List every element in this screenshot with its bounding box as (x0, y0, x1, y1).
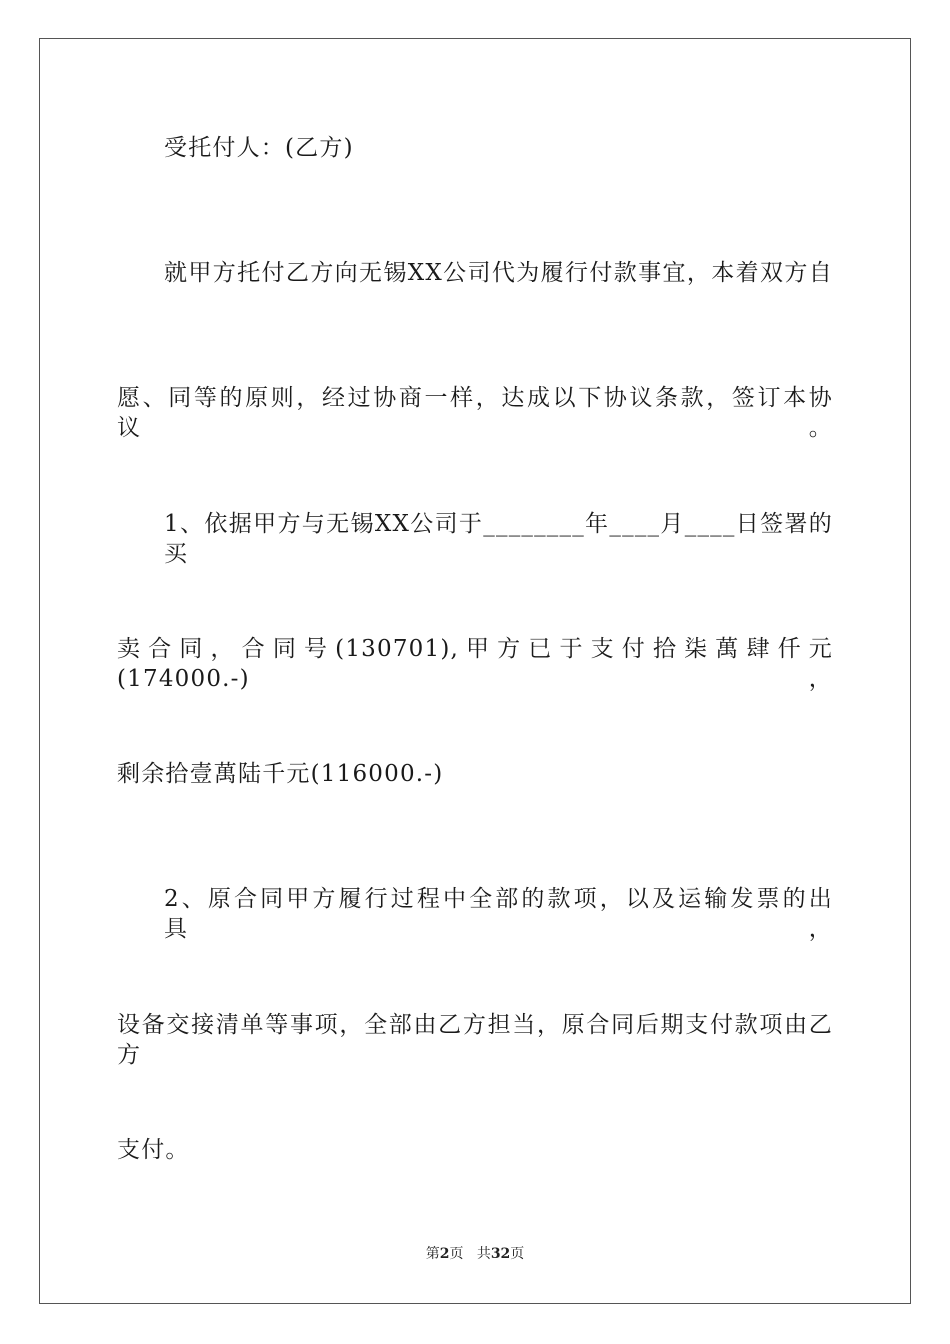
text-line-clause1-2: 卖合同，合同号(130701),甲方已于支付拾柒萬肆仟元(174000.-)， (117, 636, 833, 692)
footer-page-number: 2 (439, 1246, 450, 1262)
footer-prefix: 第 (425, 1246, 440, 1262)
footer-total-pages: 32 (490, 1246, 511, 1262)
footer-total-prefix: 共 (476, 1246, 491, 1262)
text-line-clause1-1: 1、依据甲方与无锡XX公司于________年____月____日签署的买 (164, 511, 833, 567)
page-footer (0, 1245, 950, 1263)
text-line-intro-2: 愿、同等的原则，经过协商一样，达成以下协议条款，签订本协议。 (117, 385, 833, 441)
footer-total-suffix: 页 (510, 1246, 525, 1262)
text-line-intro-1: 就甲方托付乙方向无锡XX公司代为履行付款事宜，本着双方自 (164, 260, 833, 286)
text-line-clause2-1: 2、原合同甲方履行过程中全部的款项，以及运输发票的出具， (164, 886, 833, 942)
text-line-clause1-3: 剩余拾壹萬陆千元(116000.-) (117, 761, 444, 787)
text-line-principal-b: 受托付人：(乙方) (164, 135, 354, 161)
footer-page-suffix: 页 (449, 1246, 464, 1262)
text-line-clause2-2: 设备交接清单等事项，全部由乙方担当，原合同后期支付款项由乙方 (117, 1012, 833, 1068)
text-line-clause2-3: 支付。 (117, 1137, 190, 1163)
